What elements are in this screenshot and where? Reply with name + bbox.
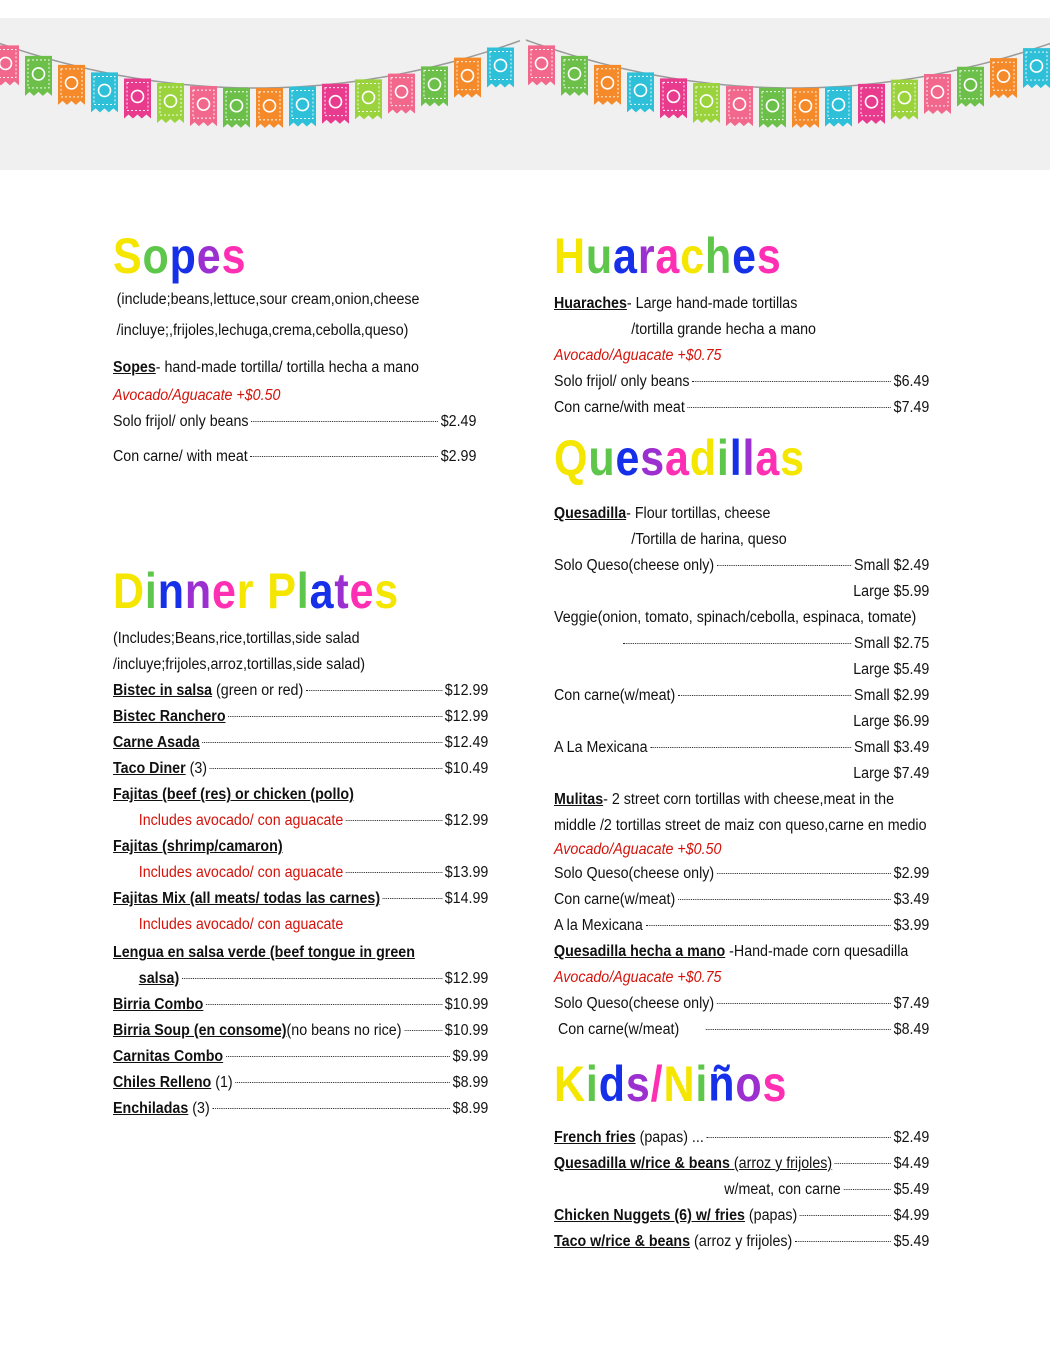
item-label: Solo frijol/ only beans <box>554 373 690 390</box>
menu-item <box>113 992 488 1018</box>
papel-picado-flag <box>825 87 852 127</box>
papel-picado-flag <box>355 79 382 119</box>
item-name: Carne Asada <box>113 734 200 751</box>
mulitas-avocado: Avocado/Aguacate +$0.50 <box>554 841 722 858</box>
kids-title <box>554 1053 881 1115</box>
menu-item <box>554 861 929 887</box>
item-name: Quesadilla w/rice & beans <box>554 1155 730 1172</box>
menu-item <box>113 409 476 435</box>
papel-picado-flag <box>58 65 85 105</box>
item-label: w/meat, con carne <box>724 1181 841 1198</box>
item-price: $12.99 <box>444 970 489 987</box>
item-price: $8.99 <box>452 1100 489 1117</box>
item-name: French fries <box>554 1129 636 1146</box>
item-price-large: Large $7.49 <box>853 765 930 782</box>
item-name: Fajitas (beef (res) or chicken (pollo) <box>113 786 354 803</box>
item-price: $2.49 <box>440 413 477 430</box>
item-price-small: Small $2.49 <box>854 557 930 574</box>
sopes-note-1: (include;beans,lettuce,sour cream,onion,cheese <box>116 291 420 308</box>
item-name: Fajitas Mix (all meats/ todas las carnes) <box>113 890 381 907</box>
title-letter: n <box>184 563 212 619</box>
item-price: $4.99 <box>893 1207 930 1224</box>
title-letter: p <box>169 228 197 284</box>
papel-picado-flag <box>561 56 588 96</box>
dinner-note-1: (Includes;Beans,rice,tortillas,side salad <box>113 630 360 647</box>
item-name: Enchiladas <box>113 1100 189 1117</box>
title-letter: a <box>665 430 690 486</box>
papel-picado-flag <box>124 78 151 118</box>
mulitas-text: - 2 street corn tortillas with cheese,meat in the <box>603 791 895 808</box>
mulitas-description <box>554 787 904 813</box>
title-letter: a <box>755 430 781 486</box>
item-name: Birria Combo <box>113 996 204 1013</box>
menu-item <box>554 913 929 939</box>
item-price: $2.49 <box>893 1129 930 1146</box>
sopes-name: Sopes <box>113 359 156 376</box>
hecha-description <box>554 939 909 965</box>
papel-picado-flag <box>792 88 819 128</box>
quesadilla-description <box>554 501 904 527</box>
papel-picado-flag <box>759 88 786 128</box>
papel-picado-flag <box>289 87 316 127</box>
hecha-name: Quesadilla hecha a mano <box>554 943 726 960</box>
item-price-large: Large $5.49 <box>853 661 930 678</box>
item-name-cont: salsa) <box>138 970 180 987</box>
papel-picado-flag <box>25 56 52 96</box>
menu-item <box>113 1096 488 1122</box>
menu-item <box>113 704 488 730</box>
title-letter: u <box>588 430 616 486</box>
papel-picado-flag <box>858 84 885 124</box>
papel-picado-flag <box>421 66 448 106</box>
item-price: $5.49 <box>893 1181 930 1198</box>
item-label: Solo Queso(cheese only) <box>554 865 715 882</box>
item-name: Bistec in salsa <box>113 682 213 699</box>
menu-item <box>554 1229 929 1255</box>
title-letter: a <box>309 563 335 619</box>
item-name: Birria Soup (en consome) <box>113 1022 287 1039</box>
item-price: $3.49 <box>893 891 930 908</box>
title-letter: s <box>762 1056 788 1112</box>
sopes-avocado: Avocado/Aguacate +$0.50 <box>113 387 281 404</box>
papel-picado-flag <box>693 83 720 123</box>
menu-item <box>554 395 929 421</box>
title-letter: l <box>296 563 310 619</box>
title-letter: t <box>334 563 350 619</box>
huaraches-avocado: Avocado/Aguacate +$0.75 <box>554 347 722 364</box>
hecha-avocado: Avocado/Aguacate +$0.75 <box>554 969 722 986</box>
title-letter: s <box>640 430 666 486</box>
item-extra: (arroz y frijoles) <box>729 1155 833 1172</box>
huaraches-name: Huaraches <box>554 295 627 312</box>
papel-picado-flag <box>957 67 984 107</box>
papel-picado-flag <box>190 86 217 126</box>
menu-item <box>554 1125 929 1151</box>
menu-item <box>554 1177 929 1203</box>
quesadillas-title <box>554 427 881 489</box>
papel-picado-flag <box>1023 48 1050 88</box>
item-price: $8.49 <box>893 1021 930 1038</box>
papel-picado-flag <box>891 80 918 120</box>
papel-picado-flag <box>726 86 753 126</box>
item-price: $14.99 <box>444 890 489 907</box>
item-price: $13.99 <box>444 864 489 881</box>
title-letter: s <box>625 1056 651 1112</box>
item-price: $2.99 <box>440 448 477 465</box>
item-price: $7.49 <box>893 995 930 1012</box>
menu-item <box>113 966 488 992</box>
menu-item <box>554 1017 929 1043</box>
quesadilla-name: Quesadilla <box>554 505 627 522</box>
title-letter: d <box>598 1056 626 1112</box>
title-letter: s <box>221 228 247 284</box>
title-letter: e <box>349 563 375 619</box>
menu-item <box>554 991 929 1017</box>
title-letter: c <box>680 228 705 284</box>
title-letter: N <box>663 1056 696 1112</box>
title-letter: ñ <box>708 1056 736 1112</box>
title-letter: D <box>113 563 145 619</box>
title-letter: l <box>729 430 743 486</box>
menu-item <box>113 1070 488 1096</box>
item-label: Con carne/with meat <box>554 399 685 416</box>
item-extra: (1) <box>211 1074 233 1091</box>
menu-item <box>554 369 929 395</box>
item-name: Chiles Relleno <box>113 1074 212 1091</box>
item-label: A la Mexicana <box>554 917 643 934</box>
papel-picado-flag <box>660 78 687 118</box>
mulitas-text-2: middle /2 tortillas street de maiz con queso,carne en medio <box>554 817 927 834</box>
papel-picado-flag <box>157 83 184 123</box>
right-column <box>554 225 934 1255</box>
item-label: Con carne(w/meat) <box>554 1021 703 1038</box>
papel-picado-flag <box>256 88 283 128</box>
title-letter: Q <box>554 430 589 486</box>
menu-item <box>554 631 929 657</box>
papel-picado-flag <box>594 65 621 105</box>
menu-item <box>113 1044 488 1070</box>
item-label: Solo frijol/ only beans <box>113 413 249 430</box>
papel-picado-flag <box>91 72 118 112</box>
papel-picado-flag <box>454 58 481 98</box>
item-price: $5.49 <box>893 1233 930 1250</box>
title-letter: r <box>637 228 656 284</box>
title-letter: P <box>267 563 297 619</box>
item-price: $12.99 <box>444 812 489 829</box>
item-extra: (3) <box>188 1100 210 1117</box>
menu-item <box>554 735 929 761</box>
item-extra: (green or red) <box>212 682 304 699</box>
menu-item <box>113 444 476 470</box>
menu-item <box>554 1151 929 1177</box>
menu-item <box>113 886 488 912</box>
item-name: Carnitas Combo <box>113 1048 224 1065</box>
menu-item <box>554 1203 929 1229</box>
item-sub: Includes avocado/ con aguacate <box>138 812 344 829</box>
menu-item <box>113 1018 488 1044</box>
menu-item <box>554 887 929 913</box>
sopes-title <box>113 225 440 287</box>
title-letter: s <box>780 430 805 486</box>
item-price: $12.99 <box>444 682 489 699</box>
title-letter: a <box>655 228 681 284</box>
item-extra: (no beans no rice) <box>286 1022 402 1039</box>
item-sub: Includes avocado/ con aguacate <box>138 864 344 881</box>
title-letter: o <box>142 228 170 284</box>
left-column <box>113 225 493 1122</box>
item-price: $9.99 <box>452 1048 489 1065</box>
title-letter: n <box>157 563 185 619</box>
item-extra: (3) <box>185 760 208 777</box>
title-letter: e <box>615 430 641 486</box>
papel-picado-flag <box>388 74 415 114</box>
quesadilla-desc-text: - Flour tortillas, cheese <box>626 505 771 522</box>
menu-item <box>113 678 488 704</box>
hecha-text: -Hand-made corn quesadilla <box>725 943 909 960</box>
huaraches-description <box>554 291 904 317</box>
menu-item <box>113 756 488 782</box>
title-letter: e <box>211 563 237 619</box>
papel-picado-banner <box>0 18 1050 170</box>
item-price-small: Small $2.75 <box>854 635 930 652</box>
banner-graphic <box>0 18 1050 170</box>
papel-picado-flag <box>0 45 19 85</box>
papel-picado-flag <box>924 74 951 114</box>
mulitas-name: Mulitas <box>554 791 604 808</box>
item-sub: Includes avocado/ con aguacate <box>138 916 344 933</box>
sopes-description <box>113 355 463 381</box>
title-letter: s <box>374 563 400 619</box>
item-name: Taco w/rice & beans <box>554 1233 691 1250</box>
title-letter: i <box>585 1056 599 1112</box>
item-label: A La Mexicana <box>554 739 648 756</box>
item-price-large: Large $6.99 <box>853 713 930 730</box>
menu-item-name-lengua <box>113 940 463 966</box>
quesadilla-desc-text-2: /Tortilla de harina, queso <box>631 531 787 548</box>
item-price: $10.99 <box>444 1022 489 1039</box>
item-extra: (arroz y frijoles) <box>690 1233 793 1250</box>
item-price: $10.99 <box>444 996 489 1013</box>
papel-picado-flag <box>322 84 349 124</box>
item-price-large: Large $5.99 <box>853 583 930 600</box>
item-name: Taco Diner <box>113 760 186 777</box>
title-letter: d <box>689 430 717 486</box>
papel-picado-flag <box>528 45 555 85</box>
item-price-small: Small $3.49 <box>854 739 930 756</box>
item-extra: (papas) <box>744 1207 798 1224</box>
item-price: $4.49 <box>893 1155 930 1172</box>
menu-item <box>113 730 488 756</box>
item-label: Con carne(w/meat) <box>554 891 676 908</box>
item-price: $6.49 <box>893 373 930 390</box>
huaraches-desc-text: - Large hand-made tortillas <box>626 295 798 312</box>
title-letter: o <box>735 1056 763 1112</box>
dinner-note-2: /incluye;frijoles,arroz,tortillas,side salad) <box>113 656 366 673</box>
sopes-desc-text: - hand-made tortilla/ tortilla hecha a mano <box>155 359 419 376</box>
title-letter: a <box>613 228 638 284</box>
title-letter: s <box>756 228 782 284</box>
item-price-small: Small $2.99 <box>854 687 930 704</box>
title-letter: i <box>144 563 158 619</box>
item-price: $3.99 <box>893 917 930 934</box>
papel-picado-flag <box>990 58 1017 98</box>
sopes-note-2: /incluye;,frijoles,lechuga,crema,cebolla,queso) <box>116 322 409 339</box>
title-letter: e <box>732 228 757 284</box>
item-name: Chicken Nuggets (6) w/ fries <box>554 1207 745 1224</box>
item-price: $12.49 <box>444 734 489 751</box>
title-letter: K <box>554 1056 586 1112</box>
papel-picado-flag <box>223 88 250 128</box>
title-letter: l <box>742 430 756 486</box>
title-letter: r <box>236 563 255 619</box>
title-letter: e <box>196 228 222 284</box>
item-label: Con carne(w/meat) <box>554 687 676 704</box>
title-letter: i <box>716 430 730 486</box>
item-price: $7.49 <box>893 399 930 416</box>
menu-item <box>113 808 488 834</box>
item-name: Fajitas (shrimp/camaron) <box>113 838 283 855</box>
papel-picado-flag <box>627 72 654 112</box>
title-letter: H <box>554 228 586 284</box>
title-letter: i <box>695 1056 709 1112</box>
item-name: Lengua en salsa verde <box>113 944 270 961</box>
item-label: Solo Queso(cheese only) <box>554 557 715 574</box>
title-letter: h <box>704 228 733 284</box>
huaraches-title <box>554 225 881 287</box>
item-label: Con carne/ with meat <box>113 448 248 465</box>
item-label: Veggie(onion, tomato, spinach/cebolla, espinaca, tomate) <box>554 609 917 626</box>
menu-item <box>113 860 488 886</box>
item-extra: (papas) ... <box>635 1129 704 1146</box>
title-letter: S <box>113 228 143 284</box>
item-price: $2.99 <box>893 865 930 882</box>
title-letter <box>254 560 267 622</box>
huaraches-desc-text-2: /tortilla grande hecha a mano <box>631 321 816 338</box>
item-price: $8.99 <box>452 1074 489 1091</box>
item-name: Bistec Ranchero <box>113 708 226 725</box>
item-price: $10.49 <box>444 760 489 777</box>
item-label: Solo Queso(cheese only) <box>554 995 715 1012</box>
menu-item <box>554 683 929 709</box>
title-letter: u <box>585 228 614 284</box>
papel-picado-flag <box>487 47 514 87</box>
dinner-plates-title <box>113 560 440 622</box>
menu-item <box>554 553 929 579</box>
title-letter: / <box>650 1056 664 1112</box>
item-name-cont: (beef tongue in green <box>269 944 415 961</box>
item-price: $12.99 <box>444 708 489 725</box>
